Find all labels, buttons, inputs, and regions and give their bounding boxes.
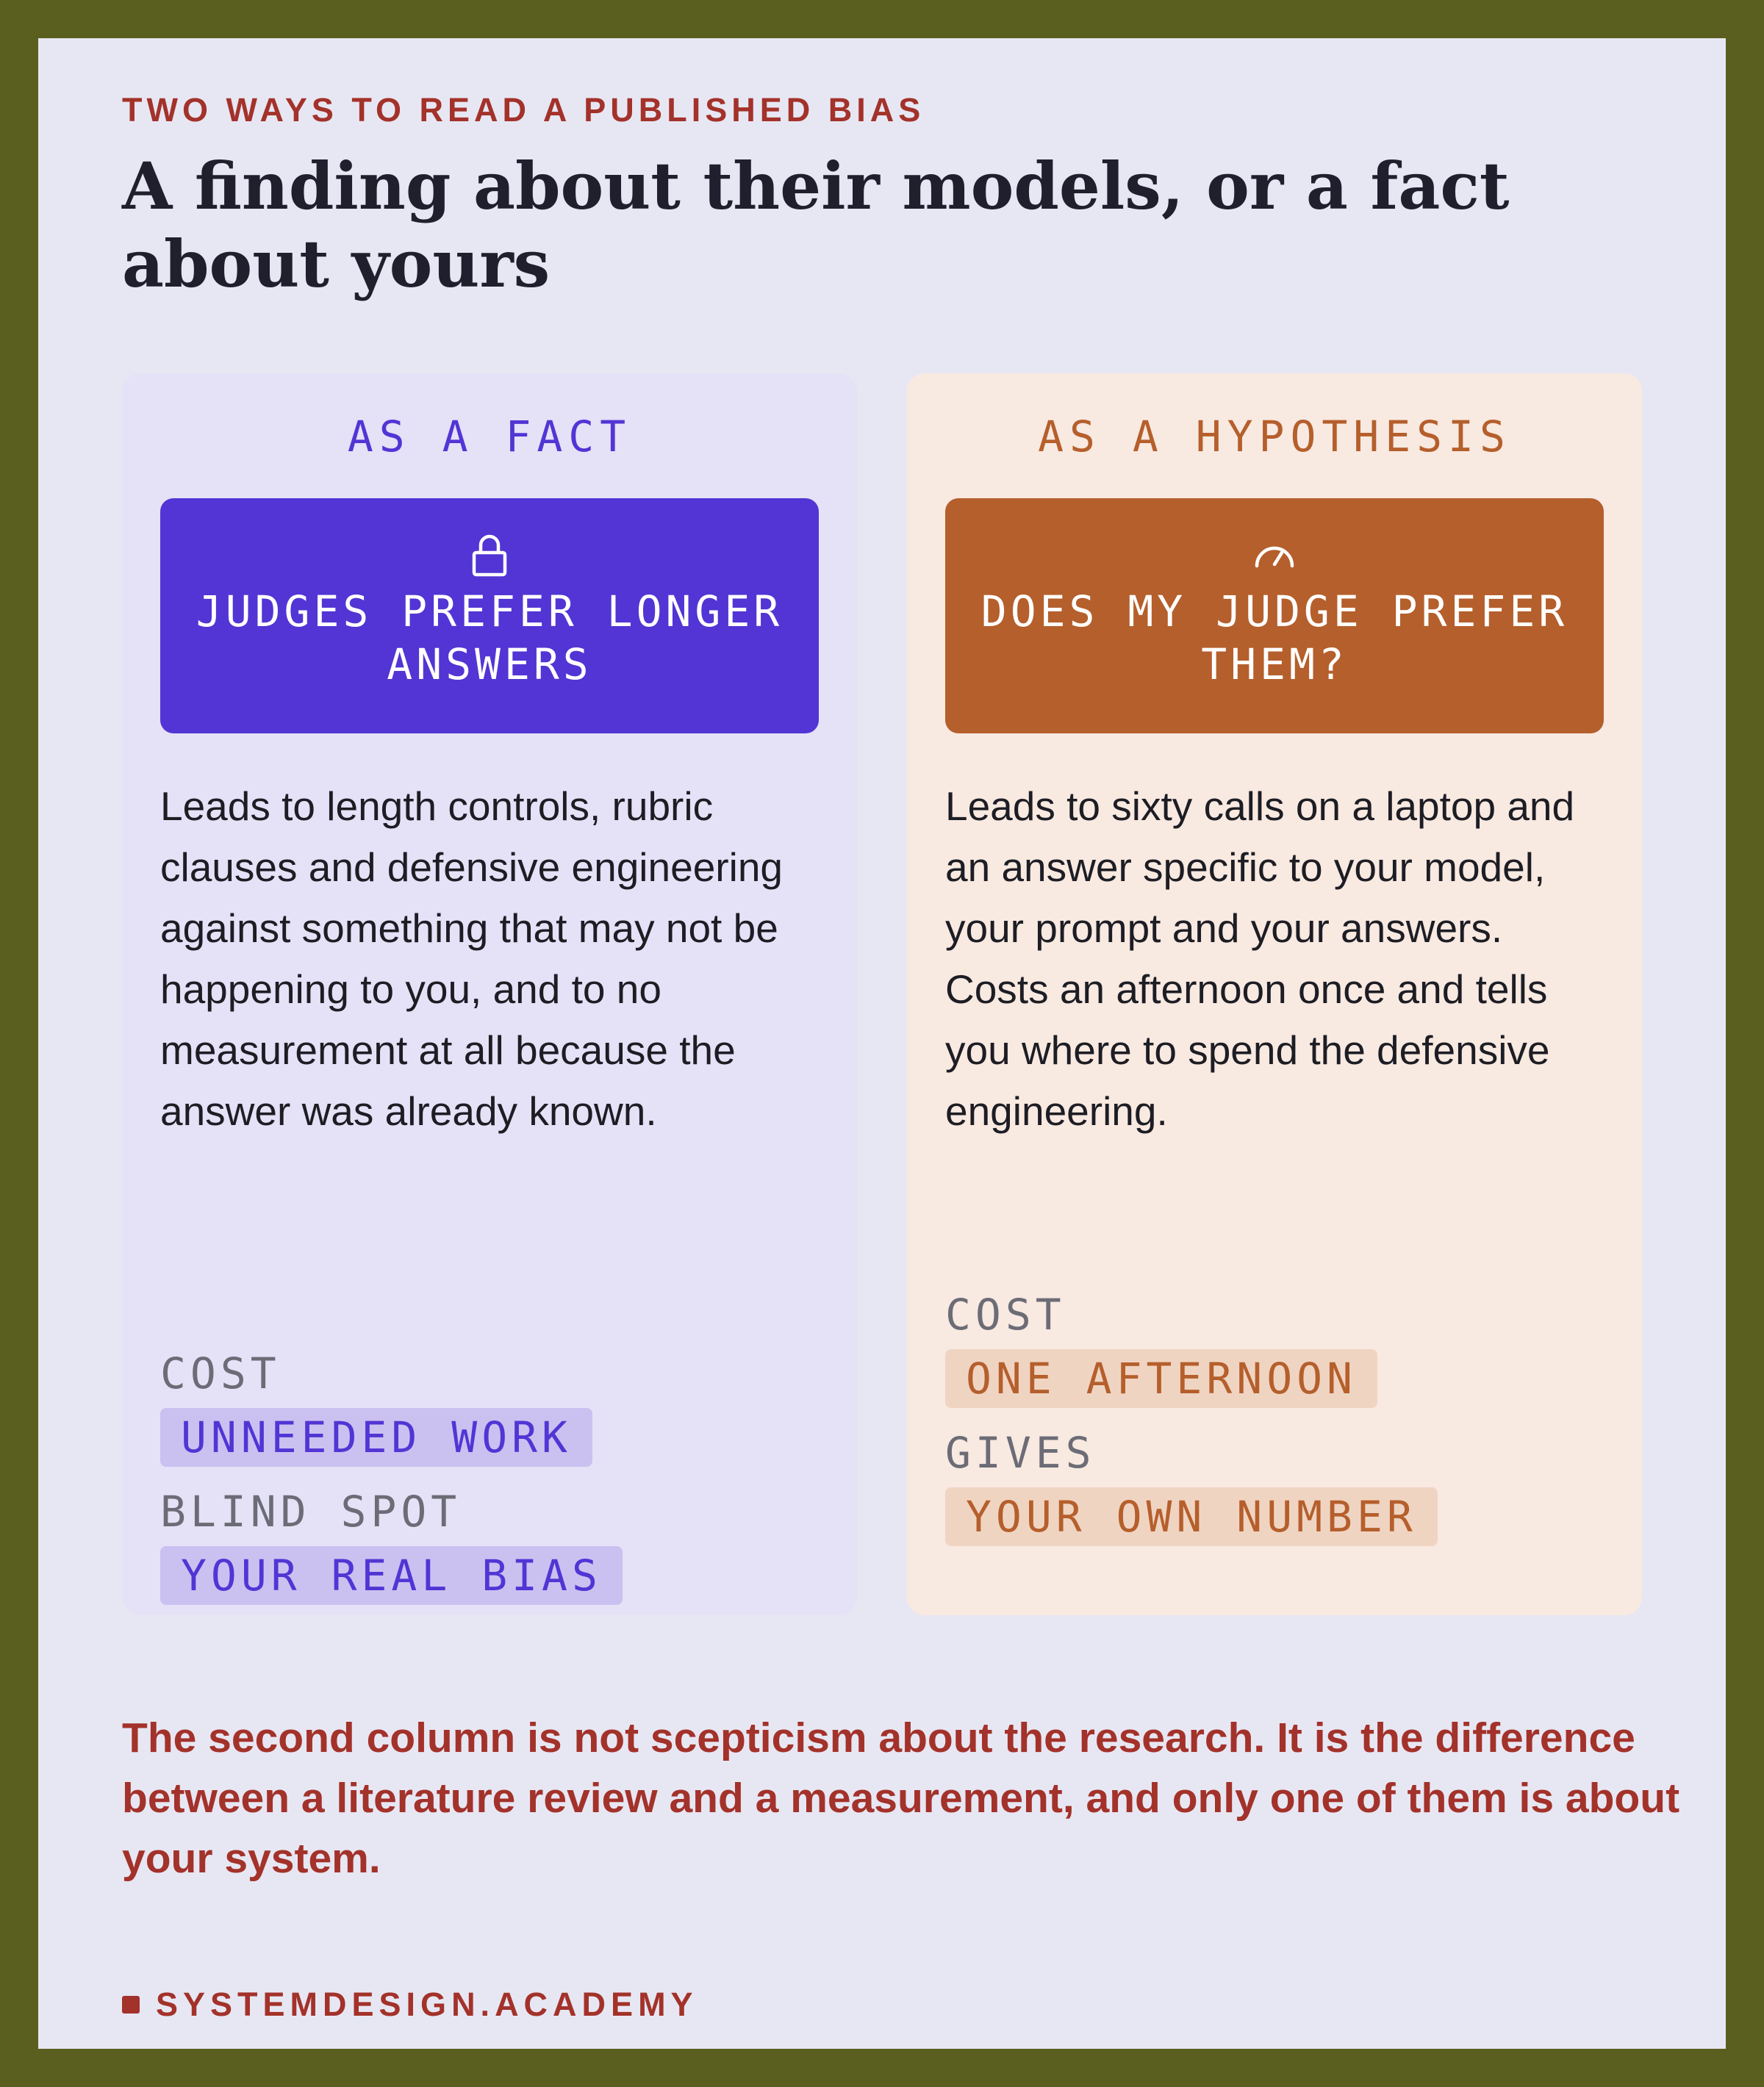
fact-meta-value-2: YOUR REAL BIAS — [160, 1546, 623, 1605]
eyebrow: TWO WAYS TO READ A PUBLISHED BIAS — [122, 91, 925, 129]
hypothesis-meta-label-2: GIVES — [945, 1428, 1096, 1478]
hypothesis-meta — [945, 1280, 1438, 1556]
fact-statement: JUDGES PREFER LONGER ANSWERS — [196, 586, 784, 689]
fact-meta-label-1: COST — [160, 1348, 281, 1398]
hypothesis-statement: DOES MY JUDGE PREFER THEM? — [980, 586, 1568, 689]
hypothesis-heading: AS A HYPOTHESIS — [1038, 412, 1511, 461]
fact-heading: AS A FACT — [347, 412, 632, 461]
footer-square-icon — [122, 1996, 140, 2014]
hypothesis-meta-value-1: ONE AFTERNOON — [945, 1349, 1377, 1408]
hypothesis-statement-box — [945, 498, 1604, 733]
hypothesis-meta-label-1: COST — [945, 1290, 1066, 1340]
hypothesis-card — [907, 373, 1642, 1615]
fact-card — [122, 373, 857, 1615]
footer — [122, 1986, 698, 2024]
page-frame — [38, 38, 1726, 2049]
hypothesis-meta-value-2: YOUR OWN NUMBER — [945, 1487, 1438, 1546]
fact-body: Leads to length controls, rubric clauses and defensive engineering against something that may not be happening to you, and to no measurement at all because the answer was already known. — [160, 783, 783, 1134]
fact-meta — [160, 1339, 623, 1615]
fact-statement-box — [160, 498, 819, 733]
fact-meta-label-2: BLIND SPOT — [160, 1487, 462, 1537]
lock-icon — [470, 535, 509, 576]
page-title: A finding about their models, or a fact about yours — [122, 148, 1510, 302]
hypothesis-body: Leads to sixty calls on a laptop and an answer specific to your model, your prompt and your answers. Costs an afternoon once and tells you where to spend the defensive engineering. — [945, 783, 1575, 1134]
footer-brand: SYSTEMDESIGN.ACADEMY — [156, 1986, 698, 2023]
gauge-icon — [1252, 535, 1297, 576]
fact-meta-value-1: UNNEEDED WORK — [160, 1408, 592, 1467]
conclusion-text: The second column is not scepticism about the research. It is the difference between a literature review and a measurement, and only one of them is about your system. — [122, 1714, 1680, 1882]
